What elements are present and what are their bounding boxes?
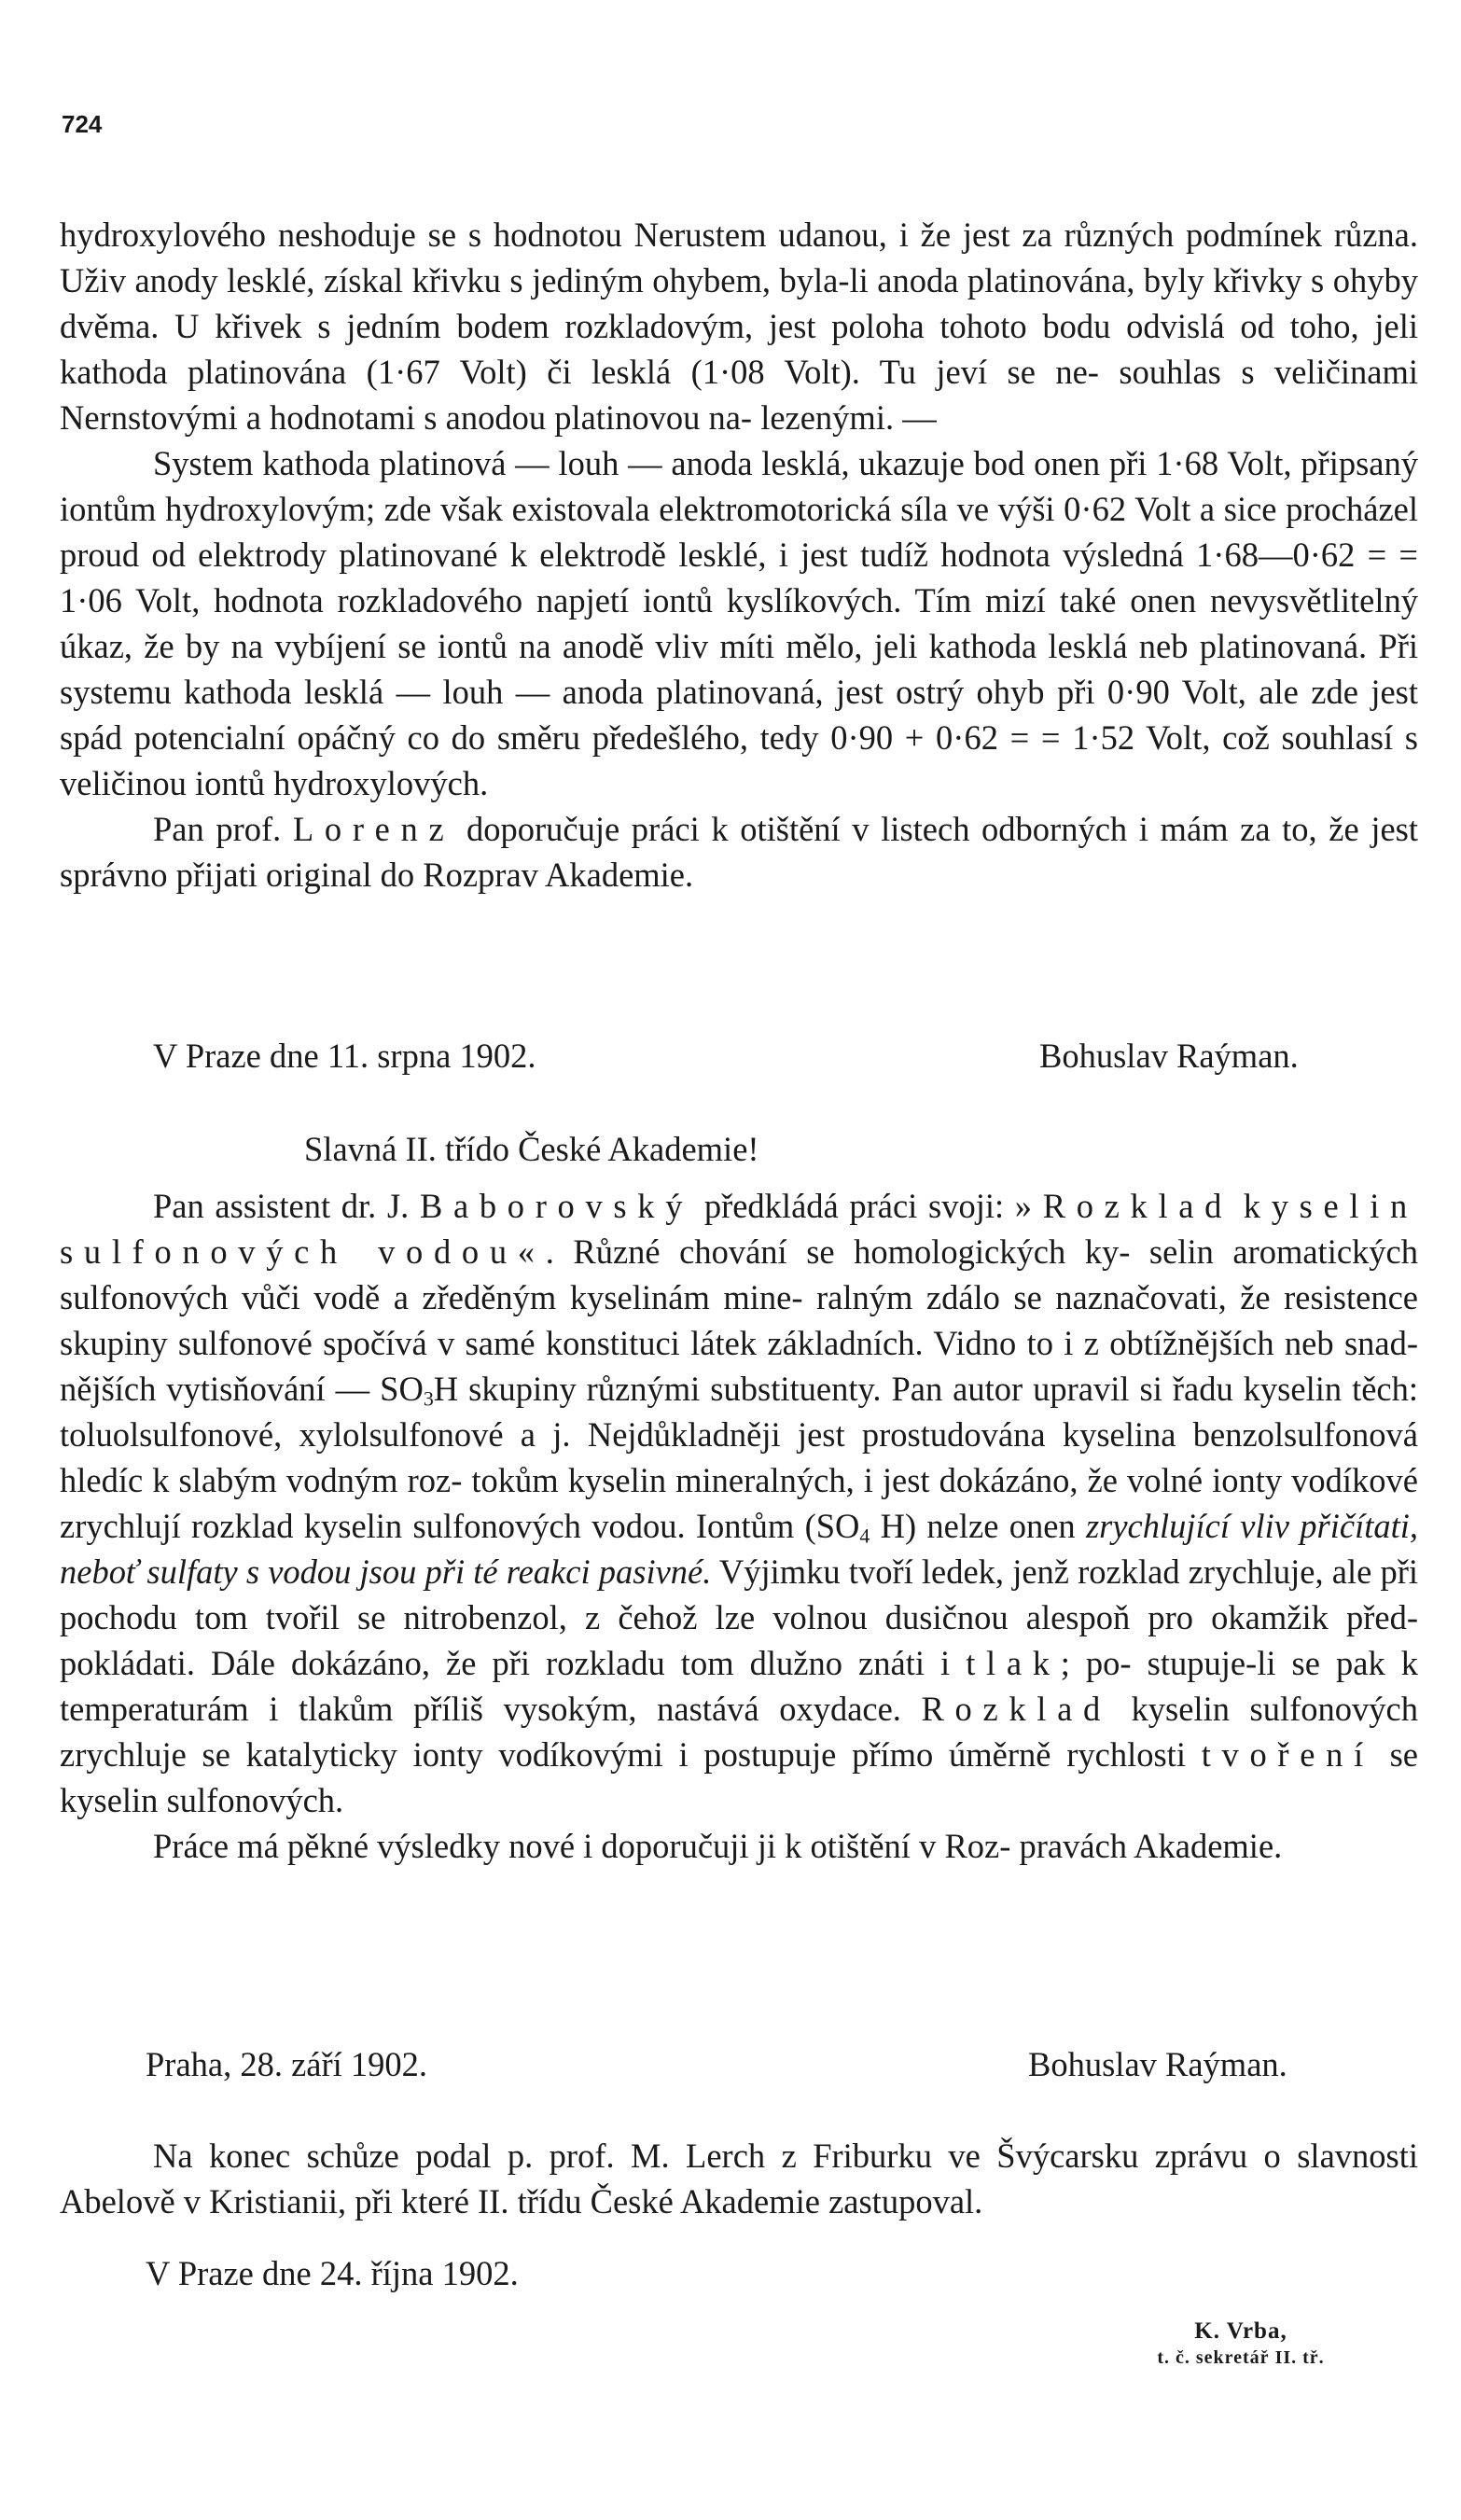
- text-line: spád potencialní opáčný co do směru předešlého, tedy 0·90 + 0·62 =: [60, 718, 1030, 757]
- text-line: také onen nevysvětlitelný úkaz, že by na vybíjení se iontů na anodě vliv: [60, 581, 1418, 665]
- text-line: ralným zdálo se naznačovati, že resistence skupiny sulfonové spočívá: [60, 1278, 1418, 1362]
- text-line: i mám za to, že jest správno přijati original do Rozprav Akademie.: [60, 810, 1419, 894]
- work-title-part2: kyselin sulfonových vodou«: [60, 1187, 1418, 1271]
- text-line: s jedním bodem rozkladovým, jest poloha tohoto bodu odvislá od toho,: [317, 307, 1359, 345]
- text-line: se nitrobenzol, z čehož lze volnou dusičnou alespoň pro okamžik před-: [356, 1598, 1418, 1636]
- text-line: pravách Akademie.: [1019, 1827, 1283, 1865]
- subscript: 4: [859, 1524, 870, 1548]
- text-line: selin aromatických sulfonových vůči vodě a zředěným kyselinám mine-: [60, 1232, 1418, 1316]
- closing-paragraph: [60, 2133, 1418, 2224]
- signature-name: Bohuslav Raýman.: [1028, 2045, 1287, 2083]
- text-line: zastupoval.: [828, 2182, 983, 2221]
- signature-place-date: V Praze dne 11. srpna 1902.: [153, 1037, 536, 1075]
- text-fragment: předkládá práci svoji:: [693, 1187, 1015, 1225]
- text-line: stupuje-li se pak k temperaturám i tlakům příliš vysokým, nastává: [60, 1644, 1419, 1728]
- text-fragment: nějších vytisňování — SO: [60, 1370, 424, 1408]
- italic-line: zrychlující vliv přičítati, neboť sulfaty s vodou jsou při té reakci pasivné.: [60, 1507, 1419, 1591]
- text-fragment: vodíkovými i postupuje přímo úměrně rychlosti: [498, 1735, 1202, 1774]
- text-line: Výjimku tvoří ledek, jenž rozklad zrychluje, ale při pochodu tom tvořil: [60, 1552, 1419, 1636]
- text-line: zprávu o slavnosti Abelově v Kristianii, při které II. třídu České Akademie: [60, 2137, 1419, 2221]
- report2-paragraph1: [60, 1183, 1418, 1823]
- text-line: System kathoda platinová — louh — anoda lesklá, ukazuje bod: [153, 444, 1025, 482]
- secretary-title: t. č. sekretář II. tř.: [1157, 2347, 1325, 2368]
- text-fragment: zrychlují rozklad kyselin sulfonových vodou. Iontům (SO: [60, 1507, 860, 1545]
- text-fragment: Pan prof.: [153, 810, 293, 848]
- work-title-part1: »Rozklad: [1014, 1187, 1233, 1225]
- text-line: = 1·06 Volt, hodnota rozkladového napjetí iontů kyslíkových. Tím mizí: [60, 536, 1418, 620]
- report1-paragraph3: [60, 806, 1418, 898]
- subscript: 3: [423, 1386, 434, 1411]
- text-line: elektromotorická síla ve výši 0·62 Volt a sice procházel proud od elektrody: [60, 490, 1419, 574]
- text-line: — louh — anoda platinovaná, jest ostrý ohyb při 0·90 Volt, ale zde jest: [396, 673, 1419, 711]
- spaced-name-lorenz: Lorenz: [292, 810, 455, 848]
- text-line: sulfonových.: [166, 1781, 344, 1819]
- text-line: Na konec schůze podal p. prof. M. Lerch z Friburku ve Švýcarsku: [153, 2137, 1139, 2175]
- signature-place-date: Praha, 28. září 1902.: [146, 2045, 428, 2083]
- text-line: souhlas s veličinami Nernstovými a hodnotami s anodou platinovou na-: [60, 353, 1419, 437]
- report1-text: [60, 212, 1418, 898]
- secretary-name: K. Vrba,: [1194, 2318, 1287, 2344]
- text-fragment: H skupiny různými substituenty. Pan autor upravil: [433, 1370, 1130, 1408]
- text-line: hydroxylového neshoduje se s hodnotou Nerustem udanou, i že jest za: [60, 216, 1052, 254]
- report1-paragraph2: [60, 440, 1418, 806]
- text-line: Práce má pěkné výsledky nové i doporučuji ji k otištění v Roz-: [153, 1827, 1011, 1865]
- text-line: platinované k elektrodě lesklé, i jest tudíž hodnota výsledná 1·68—0·62 =: [339, 536, 1387, 574]
- closing-place-date: V Praze dne 24. října 1902.: [146, 2254, 519, 2292]
- report2-text: [60, 1183, 1418, 1869]
- text-line: ohybem, byla-li anoda platinována, byly křivky s ohyby dvěma. U křivek: [60, 261, 1418, 345]
- spaced-name-baborovsky: Baborovský: [419, 1187, 694, 1225]
- text-fragment: . Různé chování se homologických ky-: [545, 1232, 1131, 1271]
- spaced-word-tlak: tlak: [966, 1644, 1061, 1682]
- secretary-signature: [1092, 2318, 1390, 2370]
- text-line: onen při 1·68 Volt, připsaný iontům hydroxylovým; zde však existovala: [60, 444, 1418, 528]
- text-fragment: H) nelze onen: [870, 1507, 1076, 1545]
- text-line: tokům kyselin mineralných, i jest dokázáno, že volné ionty vodíkové: [471, 1461, 1419, 1499]
- text-fragment: pokládati. Dále dokázáno, že při rozkladu tom dlužno znáti i: [60, 1644, 967, 1682]
- text-fragment: se kyselin: [60, 1735, 1419, 1819]
- spaced-word-rozklad: Rozklad: [921, 1690, 1111, 1728]
- text-line: různých podmínek různa. Uživ anody lesklé, získal křivku s jediným: [60, 216, 1419, 299]
- text-fragment: Pan assistent dr. J.: [153, 1187, 420, 1225]
- text-line: jeli kathoda platinována (1·67 Volt) či lesklá (1·08 Volt). Tu jeví se ne-: [60, 307, 1418, 391]
- text-line: jest prostudována kyselina benzolsulfonová hledíc k slabým vodným roz-: [60, 1415, 1418, 1499]
- text-line: v samé konstituci látek základních. Vidno to i z obtížnějších neb snad-: [437, 1324, 1419, 1362]
- report2-salutation: Slavná II. třído České Akademie!: [304, 1130, 759, 1168]
- text-fragment: kyselin sulfonových zrychluje se katalyticky ionty: [60, 1690, 1419, 1774]
- page-number: 724: [62, 110, 103, 138]
- spaced-word-tvoreni: tvoření: [1201, 1735, 1374, 1774]
- report1-paragraph1: [60, 212, 1418, 440]
- text-line: míti mělo, jeli kathoda lesklá neb platinovaná. Při systemu kathoda lesklá: [60, 627, 1418, 711]
- closing-text: [60, 2133, 1418, 2224]
- text-fragment: ; po-: [1060, 1644, 1132, 1682]
- text-line: = 1·52 Volt, což souhlasí s veličinou iontů hydroxylových.: [60, 718, 1418, 802]
- signature-name: Bohuslav Raýman.: [1039, 1037, 1299, 1075]
- text-line: lezenými. —: [760, 398, 937, 437]
- report2-recommendation: [60, 1823, 1418, 1869]
- text-fragment: doporučuje práci k otištění v listech odborných: [454, 810, 1128, 848]
- text-line: si řadu kyselin těch: toluolsulfonové, xylolsulfonové a j. Nejdůkladněji: [60, 1370, 1419, 1454]
- text-fragment: oxydace.: [779, 1690, 922, 1728]
